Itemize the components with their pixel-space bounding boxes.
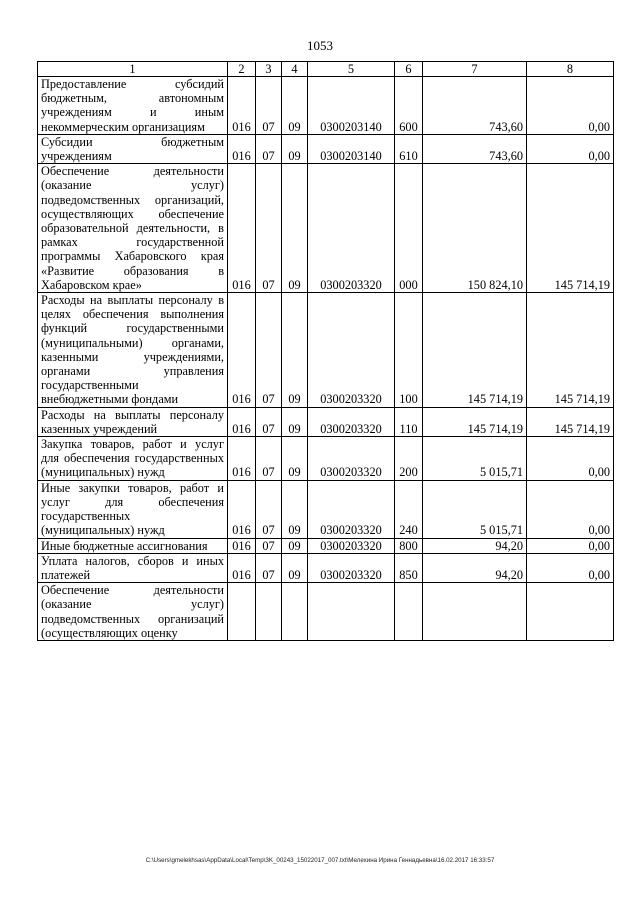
row-name: Субсидии бюджетным учреждениям	[38, 134, 228, 163]
amount-2: 145 714,19	[527, 407, 614, 436]
subsection-code: 09	[282, 538, 308, 553]
subsection-code: 09	[282, 480, 308, 538]
table-row	[38, 480, 614, 538]
file-path-footer: C:\Users\gmelekhsas\AppData\Local\Temp\3K_00243_15022017_007.txt\Мелехина Ирина Геннадьевна\16.02.2017 16:33:57	[145, 857, 495, 864]
expense-type-code: 850	[395, 553, 423, 582]
column-header: 6	[395, 62, 423, 77]
section-code: 07	[256, 164, 282, 293]
table-row	[38, 553, 614, 582]
admin-code: 016	[228, 134, 256, 163]
row-name: Уплата налогов, сборов и иных платежей	[38, 553, 228, 582]
target-code: 0300203140	[308, 134, 395, 163]
amount-2: 0,00	[527, 480, 614, 538]
row-name: Расходы на выплаты персоналу в целях обеспечения выполнения функций государственными (муниципальными) органами, казенными учреждениями, органами управления государственными внебюджетными фондами	[38, 293, 228, 408]
admin-code: 016	[228, 293, 256, 408]
expense-type-code: 610	[395, 134, 423, 163]
expense-type-code: 240	[395, 480, 423, 538]
target-code: 0300203320	[308, 538, 395, 553]
amount-1: 743,60	[423, 77, 527, 135]
expense-type-code: 800	[395, 538, 423, 553]
amount-1: 145 714,19	[423, 293, 527, 408]
target-code	[308, 583, 395, 641]
amount-1	[423, 583, 527, 641]
column-header: 4	[282, 62, 308, 77]
section-code: 07	[256, 293, 282, 408]
column-header: 3	[256, 62, 282, 77]
amount-1: 145 714,19	[423, 407, 527, 436]
section-code: 07	[256, 480, 282, 538]
row-name: Обеспечение деятельности (оказание услуг) подведомственных организаций (осуществляющих оценку	[38, 583, 228, 641]
admin-code: 016	[228, 407, 256, 436]
amount-2: 145 714,19	[527, 164, 614, 293]
target-code: 0300203320	[308, 164, 395, 293]
expense-type-code: 000	[395, 164, 423, 293]
amount-1: 743,60	[423, 134, 527, 163]
target-code: 0300203320	[308, 480, 395, 538]
row-name: Иные закупки товаров, работ и услуг для обеспечения государственных (муниципальных) нужд	[38, 480, 228, 538]
row-name: Расходы на выплаты персоналу казенных учреждений	[38, 407, 228, 436]
budget-table	[37, 61, 614, 641]
subsection-code: 09	[282, 134, 308, 163]
admin-code: 016	[228, 553, 256, 582]
amount-2: 0,00	[527, 538, 614, 553]
row-name: Обеспечение деятельности (оказание услуг) подведомственных организаций, осуществляющих обеспечение образовательной деятельности, в рамках государственной программы Хабаровского края «Развитие образования в Хабаровском крае»	[38, 164, 228, 293]
expense-type-code: 600	[395, 77, 423, 135]
admin-code: 016	[228, 480, 256, 538]
row-name: Иные бюджетные ассигнования	[38, 538, 228, 553]
expense-type-code	[395, 583, 423, 641]
target-code: 0300203320	[308, 293, 395, 408]
column-header: 8	[527, 62, 614, 77]
amount-1: 5 015,71	[423, 437, 527, 481]
target-code: 0300203320	[308, 437, 395, 481]
amount-2	[527, 583, 614, 641]
row-name: Закупка товаров, работ и услуг для обеспечения государственных (муниципальных) нужд	[38, 437, 228, 481]
table-row-continued	[38, 583, 614, 641]
target-code: 0300203320	[308, 407, 395, 436]
amount-2: 0,00	[527, 437, 614, 481]
column-header: 5	[308, 62, 395, 77]
amount-2: 145 714,19	[527, 293, 614, 408]
amount-2: 0,00	[527, 134, 614, 163]
admin-code: 016	[228, 164, 256, 293]
section-code: 07	[256, 437, 282, 481]
expense-type-code: 100	[395, 293, 423, 408]
page-number: 1053	[307, 38, 333, 53]
subsection-code: 09	[282, 437, 308, 481]
admin-code: 016	[228, 437, 256, 481]
section-code	[256, 583, 282, 641]
amount-1: 94,20	[423, 538, 527, 553]
section-code: 07	[256, 134, 282, 163]
section-code: 07	[256, 538, 282, 553]
column-header: 7	[423, 62, 527, 77]
table-row	[38, 407, 614, 436]
target-code: 0300203140	[308, 77, 395, 135]
subsection-code	[282, 583, 308, 641]
subsection-code: 09	[282, 407, 308, 436]
admin-code	[228, 583, 256, 641]
subsection-code: 09	[282, 553, 308, 582]
amount-2: 0,00	[527, 77, 614, 135]
amount-2: 0,00	[527, 553, 614, 582]
section-code: 07	[256, 553, 282, 582]
amount-1: 94,20	[423, 553, 527, 582]
table-row	[38, 538, 614, 553]
table-row	[38, 164, 614, 293]
admin-code: 016	[228, 538, 256, 553]
column-header: 2	[228, 62, 256, 77]
section-code: 07	[256, 77, 282, 135]
table-row	[38, 134, 614, 163]
column-header: 1	[38, 62, 228, 77]
expense-type-code: 200	[395, 437, 423, 481]
subsection-code: 09	[282, 293, 308, 408]
subsection-code: 09	[282, 164, 308, 293]
header-row	[38, 62, 614, 77]
row-name: Предоставление субсидий бюджетным, автономным учреждениям и иным некоммерческим организациям	[38, 77, 228, 135]
subsection-code: 09	[282, 77, 308, 135]
expense-type-code: 110	[395, 407, 423, 436]
amount-1: 5 015,71	[423, 480, 527, 538]
admin-code: 016	[228, 77, 256, 135]
table-row	[38, 77, 614, 135]
amount-1: 150 824,10	[423, 164, 527, 293]
table-row	[38, 437, 614, 481]
table-row	[38, 293, 614, 408]
target-code: 0300203320	[308, 553, 395, 582]
section-code: 07	[256, 407, 282, 436]
